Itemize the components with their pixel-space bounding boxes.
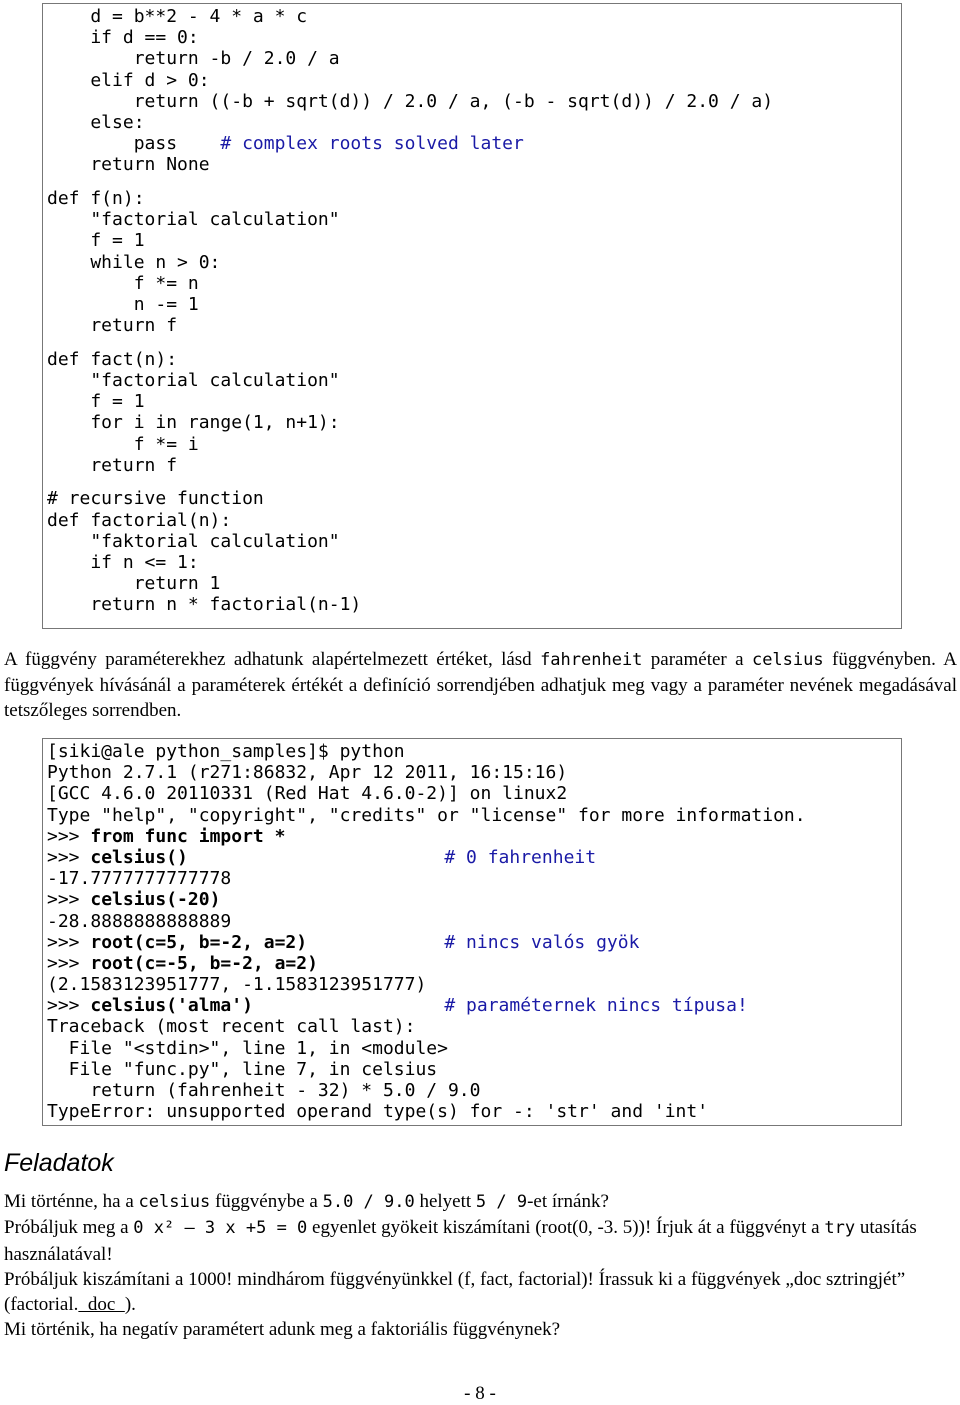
prompt: >>> bbox=[47, 825, 91, 847]
prompt: >>> bbox=[47, 995, 91, 1017]
user-input: celsius('alma') bbox=[90, 995, 253, 1017]
code-line: "faktorial calculation" bbox=[47, 530, 340, 552]
code-line: return 1 bbox=[47, 573, 221, 595]
code-line: f = 1 bbox=[47, 230, 145, 252]
inline-code: 5.0 / 9.0 bbox=[322, 1192, 415, 1212]
code-line: Python 2.7.1 (r271:86832, Apr 12 2011, 16:15:16) bbox=[47, 762, 568, 784]
user-input: root(c=5, b=-2, a=2) bbox=[90, 931, 308, 953]
code-line: for i in range(1, n+1): bbox=[47, 412, 340, 434]
code-comment: # nincs valós gyök bbox=[444, 931, 640, 953]
code-line: File "func.py", line 7, in celsius bbox=[47, 1058, 438, 1080]
paragraph-default-params bbox=[4, 647, 957, 723]
code-line: def f(n): bbox=[47, 188, 145, 209]
code-line: -17.7777777777778 bbox=[47, 868, 232, 890]
task-text: Mi történne, ha a bbox=[4, 1191, 139, 1212]
prompt: >>> bbox=[47, 846, 91, 868]
page-number: - 8 - bbox=[464, 1383, 496, 1404]
code-listing-functions bbox=[42, 3, 902, 629]
task-item: Mi történik, ha negatív paramétert adunk meg a faktoriális függvénynek? bbox=[4, 1319, 561, 1341]
prompt: >>> bbox=[47, 931, 91, 953]
task-text: doc bbox=[78, 1294, 125, 1316]
task-list bbox=[4, 1189, 957, 1343]
code-line: if n <= 1: bbox=[47, 552, 199, 573]
task-text: ). bbox=[124, 1294, 136, 1316]
user-input: celsius(-20) bbox=[90, 889, 221, 911]
user-input: from func import * bbox=[90, 825, 286, 847]
code-line: -28.8888888888889 bbox=[47, 910, 232, 932]
code-line: d = b**2 - 4 * a * c bbox=[47, 6, 308, 27]
code-line: elif d > 0: bbox=[47, 69, 210, 91]
task-text: egyenlet gyökeit kiszámítani (root(0, -3. 5))! Írjuk át a függvényt a bbox=[307, 1217, 825, 1239]
task-text: Próbáljuk kiszámítani a 1000! mindhárom függvényünkkel (f, fact, factorial)! Írassuk ki a függvények „doc sztringjét” (factorial. bbox=[4, 1268, 906, 1316]
code-line: def fact(n): bbox=[47, 348, 178, 370]
code-line: [GCC 4.6.0 20110331 (Red Hat 4.6.0-2)] on linux2 bbox=[47, 783, 568, 805]
task-item bbox=[4, 1215, 957, 1267]
user-input: root(c=-5, b=-2, a=2) bbox=[90, 952, 318, 974]
code-line bbox=[47, 826, 901, 847]
prompt: >>> bbox=[47, 889, 91, 911]
user-input: celsius() bbox=[90, 846, 188, 868]
inline-code: 0 x² – 3 x +5 = 0 bbox=[133, 1218, 308, 1239]
code-comment: # 0 fahrenheit bbox=[444, 846, 597, 868]
code-line: [siki@ale python_samples]$ python bbox=[47, 741, 405, 762]
paragraph-text: A függvény paraméterekhez adhatunk alapértelmezett értéket, lásd bbox=[4, 649, 541, 670]
task-text: -et írnánk? bbox=[527, 1191, 609, 1212]
code-line: else: bbox=[47, 111, 145, 133]
paragraph-text: paraméter a bbox=[642, 649, 752, 670]
code-line: def factorial(n): bbox=[47, 509, 232, 531]
prompt: >>> bbox=[47, 952, 91, 974]
inline-code: try bbox=[824, 1218, 856, 1239]
code-line: f *= i bbox=[47, 433, 199, 455]
code-line: File "<stdin>", line 1, in <module> bbox=[47, 1037, 448, 1059]
code-line bbox=[47, 847, 901, 868]
inline-code: 5 / 9 bbox=[475, 1192, 528, 1212]
code-line bbox=[47, 953, 901, 974]
code-line: f = 1 bbox=[47, 391, 145, 413]
section-heading: Feladatok bbox=[4, 1149, 114, 1177]
task-text: helyett bbox=[414, 1191, 476, 1212]
code-line: return None bbox=[47, 154, 210, 176]
task-item bbox=[4, 1189, 957, 1215]
task-text: Próbáljuk meg a bbox=[4, 1217, 134, 1239]
code-line: if d == 0: bbox=[47, 27, 199, 49]
inline-code: celsius bbox=[751, 650, 824, 670]
inline-code: celsius bbox=[138, 1192, 211, 1212]
code-text: pass bbox=[47, 133, 221, 155]
code-line bbox=[47, 133, 901, 154]
inline-code: fahrenheit bbox=[540, 650, 643, 670]
task-item bbox=[4, 1267, 957, 1318]
code-line: Type "help", "copyright", "credits" or "license" for more information. bbox=[47, 804, 806, 826]
code-line: "factorial calculation" bbox=[47, 209, 340, 231]
code-line: return ((-b + sqrt(d)) / 2.0 / a, (-b - sqrt(d)) / 2.0 / a) bbox=[47, 90, 774, 112]
paragraph-text: függvényben. A függvények hívásánál a paraméterek értékét a definíció sorrendjében adhatjuk meg vagy a paraméter nevének megadásával tetszőleges sorrendben. bbox=[4, 649, 957, 721]
code-line bbox=[47, 995, 901, 1016]
code-line: TypeError: unsupported operand type(s) for -: 'str' and 'int' bbox=[47, 1101, 709, 1123]
code-line: f *= n bbox=[47, 272, 199, 294]
code-line: Traceback (most recent call last): bbox=[47, 1016, 416, 1038]
code-line: while n > 0: bbox=[47, 251, 221, 273]
code-line: return -b / 2.0 / a bbox=[47, 48, 340, 70]
code-line bbox=[47, 889, 901, 910]
code-listing-session bbox=[42, 738, 902, 1126]
code-line: (2.1583123951777, -1.1583123951777) bbox=[47, 974, 427, 996]
code-comment: # paraméternek nincs típusa! bbox=[444, 995, 748, 1017]
code-line: return f bbox=[47, 454, 178, 476]
task-text: függvénybe a bbox=[210, 1191, 323, 1212]
code-line: "factorial calculation" bbox=[47, 370, 340, 391]
code-line: return n * factorial(n-1) bbox=[47, 594, 362, 616]
code-comment: # complex roots solved later bbox=[220, 133, 524, 155]
code-line: n -= 1 bbox=[47, 293, 199, 315]
task-text: utasítás használatával! bbox=[4, 1217, 917, 1265]
code-line: return f bbox=[47, 315, 178, 337]
code-line bbox=[47, 932, 901, 953]
code-line: return (fahrenheit - 32) * 5.0 / 9.0 bbox=[47, 1080, 481, 1101]
code-line: # recursive function bbox=[47, 488, 264, 510]
